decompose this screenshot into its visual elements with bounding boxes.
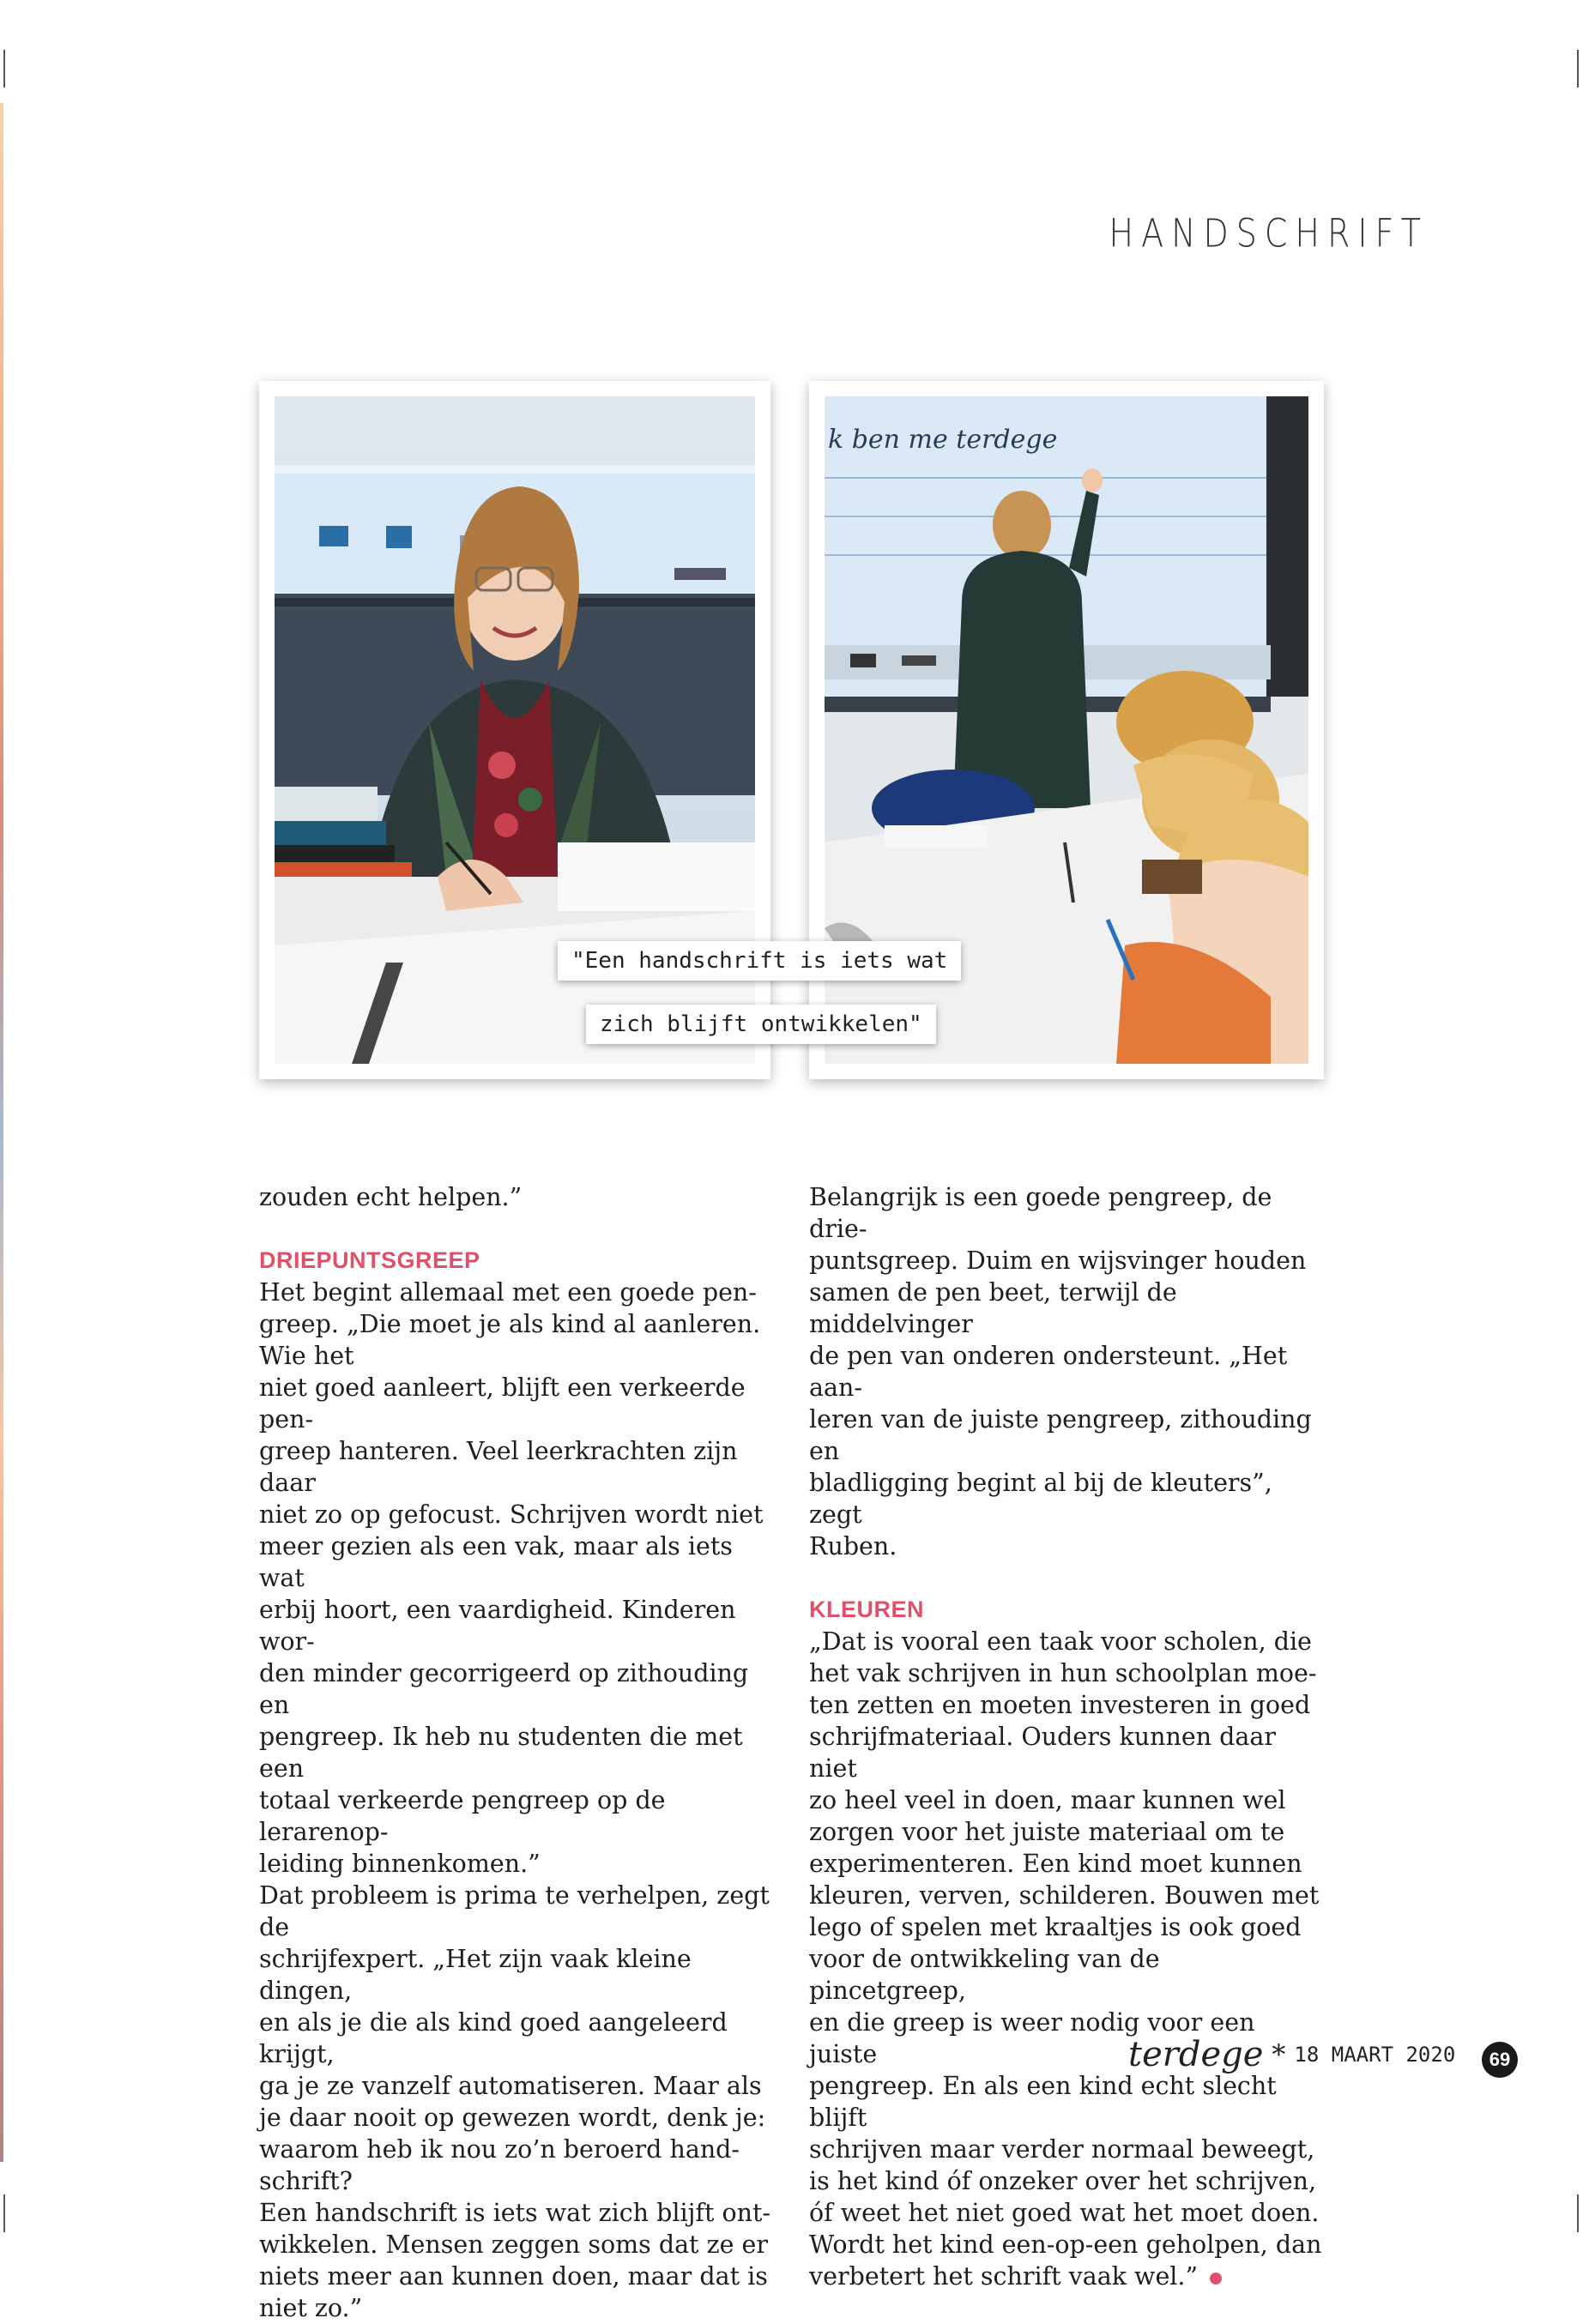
caption-quote-line1: "Een handschrift is iets wat (558, 941, 961, 981)
page-number: 69 (1482, 2042, 1518, 2078)
intro-text: zouden echt helpen.” (259, 1183, 523, 1211)
caption-quote-line2: zich blijft ontwikkelen" (586, 1005, 936, 1044)
magazine-logo: terdege (1128, 2035, 1264, 2074)
heading-driepuntsgreep: DRIEPUNTSGREEP (259, 1247, 480, 1273)
paragraph: Belangrijk is een goede pengreep, de drie- puntsgreep. Duim en wijsvinger houden samen de pen beet, terwijl de middelvinger de pen van onderen ondersteunt. „Het aan- leren van de juiste pengreep, zithouding en bladligging begint al bij de kleuters”, zegt Ruben. (809, 1183, 1312, 1560)
heading-kleuren: KLEUREN (809, 1597, 925, 1622)
paragraph: Het begint allemaal met een goede pen- greep. „Die moet je als kind al aanleren. Wie het niet goed aanleert, blijft een verkeerde pen- greep hanteren. Veel leerkrachten zijn daar niet zo op gefocust. Schrijven wordt niet meer gezien als een vak, maar als iets wat erbij hoort, een vaardigheid. Kinderen wor- den minder gecorrigeerd op zithouding en pengreep. Ik heb nu studenten die met een totaal verkeerde pengreep op de lerarenop- leiding binnenkomen.” (259, 1278, 764, 1878)
board-handwriting: k ben me terdege (828, 425, 1058, 455)
footer (1128, 2035, 1455, 2074)
end-of-article-dot (1210, 2273, 1222, 2285)
paragraph: Dat probleem is prima te verhelpen, zegt de schrijfexpert. „Het zijn vaak kleine dingen, en als je die als kind goed aangeleerd krijgt, ga je ze vanzelf automatiseren. Maar als je daar nooit op gewezen wordt, denk je: waarom heb ik nou zo’n beroerd hand- schrift? (259, 1881, 770, 2195)
footer-separator: * (1272, 2038, 1286, 2071)
article-right-column (809, 1181, 1324, 2292)
crop-mark (1577, 2194, 1579, 2232)
section-label: HANDSCHRIFT (1109, 210, 1429, 257)
page-edge-strip (0, 103, 3, 2162)
issue-date: 18 MAART 2020 (1294, 2043, 1456, 2067)
article-left-column (259, 1181, 774, 2324)
crop-mark (1577, 50, 1579, 88)
paragraph: Een handschrift is iets wat zich blijft ont- wikkelen. Mensen zeggen soms dat ze er niets meer aan kunnen doen, maar dat is niet zo.” (259, 2199, 771, 2322)
crop-mark (3, 50, 5, 88)
paragraph (809, 1626, 1324, 2292)
paragraph-text: „Dat is vooral een taak voor scholen, die het vak schrijven in hun schoolplan moe- ten zetten en moeten investeren in goed schrijfmateriaal. Ouders kunnen daar niet zo heel veel in doen, maar kunnen wel zorgen voor het juiste materiaal om te experimenteren. Een kind moet kunnen kleuren, verven, schilderen. Bouwen met lego of spelen met kraaltjes is ook goed voor de ontwikkeling van de pincetgreep, en die greep is weer nodig voor een juiste pengreep. En als een kind echt slecht blijft schrijven maar verder normaal beweegt, is het kind óf onzeker over het schrijven, óf weet het niet goed wat het moet doen. Wordt het kind een-op-een geholpen, dan verbetert het schrift vaak wel.” (809, 1627, 1322, 2291)
crop-mark (3, 2194, 5, 2232)
